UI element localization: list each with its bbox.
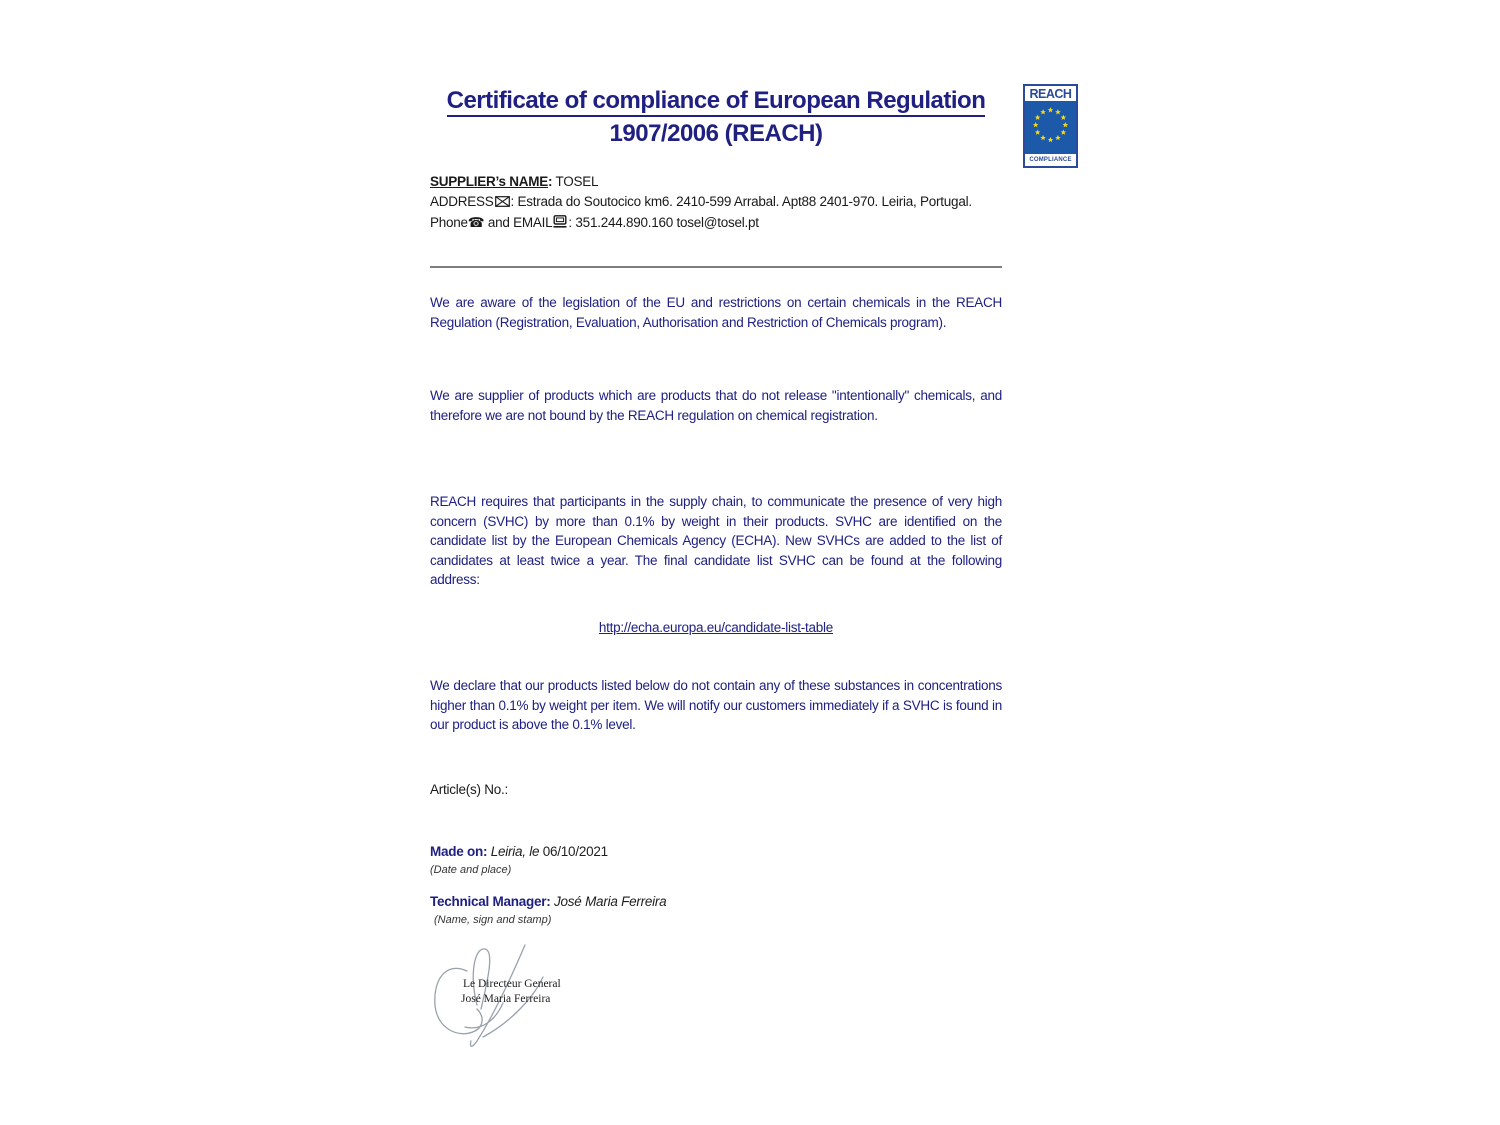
reach-logo-title: REACH <box>1029 86 1072 101</box>
eu-stars-circle-icon <box>1025 101 1076 149</box>
envelope-icon <box>495 193 510 213</box>
made-on-date: 06/10/2021 <box>542 844 608 859</box>
signature-block <box>425 943 575 1055</box>
address-value: : Estrada do Soutocico km6. 2410-599 Arrabal. Apt88 2401-970. Leiria, Portugal. <box>510 194 972 209</box>
supplier-address-line <box>430 192 1002 213</box>
telephone-icon: ☎ <box>467 215 485 230</box>
reach-logo-compliance-label: COMPLIANCE <box>1029 157 1072 164</box>
name-sign-stamp-caption: (Name, sign and stamp) <box>434 914 552 926</box>
signature-text-line1: Le Directeur General <box>463 978 561 990</box>
signature-scribble-icon <box>425 943 575 1055</box>
computer-icon <box>553 214 567 234</box>
paragraph-declaration: We declare that our products listed below do not contain any of these substances in concentrations higher than 0.1% by weight per item. We will notify our customers immediately if a SVHC is found in our product is above the 0.1% level. <box>430 678 1002 732</box>
technical-manager-label: Technical Manager: <box>430 894 551 909</box>
made-on-place: Leiria, le <box>487 844 543 859</box>
supplier-name-line <box>430 172 1002 192</box>
paragraph-svhc-requirements: REACH requires that participants in the supply chain, to communicate the presence of very high concern (SVHC) by more than 0.1% by weight in their products. SVHC are identified on the candidate list by the European Chemicals Agency (ECHA). New SVHCs are added to the list of candidates at least twice a year. The final candidate list SVHC can be found at the following address: <box>430 494 1002 587</box>
made-on-label: Made on: <box>430 844 488 859</box>
article-number-label: Article(s) No.: <box>430 781 509 797</box>
supplier-name-value: TOSEL <box>552 174 599 189</box>
technical-manager-name: José Maria Ferreira <box>550 894 667 909</box>
supplier-name-colon: : <box>548 174 553 189</box>
section-divider <box>430 266 1002 268</box>
signature-text-line2: José Maria Ferreira <box>461 993 551 1005</box>
technical-manager-line <box>430 894 1002 909</box>
page-title-line1: Certificate of compliance of European Regulation <box>430 84 1002 117</box>
made-on-line <box>430 844 1002 859</box>
eu-stars-panel <box>1025 101 1076 154</box>
candidate-list-link[interactable]: http://echa.europa.eu/candidate-list-table <box>598 620 834 635</box>
phone-label: Phone <box>430 215 468 230</box>
paragraph-supplier-statement: We are supplier of products which are products that do not release "intentionally" chemicals, and therefore we are not bound by the REACH regulation on chemical registration. <box>430 388 1002 423</box>
page-title <box>430 84 1002 150</box>
paragraph-reach-awareness: We are aware of the legislation of the EU and restrictions on certain chemicals in the REACH Regulation (Registration, Evaluation, Authorisation and Restriction of Chemicals program). <box>430 295 1002 330</box>
reach-compliance-logo <box>1023 84 1078 168</box>
address-label: ADDRESS <box>430 194 494 209</box>
date-place-caption: (Date and place) <box>430 864 512 876</box>
page-title-line2: 1907/2006 (REACH) <box>609 120 823 147</box>
candidate-list-link-line <box>430 620 1002 635</box>
contact-value: : 351.244.890.160 tosel@tosel.pt <box>568 215 759 230</box>
supplier-info-block <box>430 172 1002 234</box>
supplier-contact-line <box>430 213 1002 234</box>
supplier-name-label: SUPPLIER’s NAME <box>430 174 549 189</box>
email-label: and EMAIL <box>484 215 553 230</box>
